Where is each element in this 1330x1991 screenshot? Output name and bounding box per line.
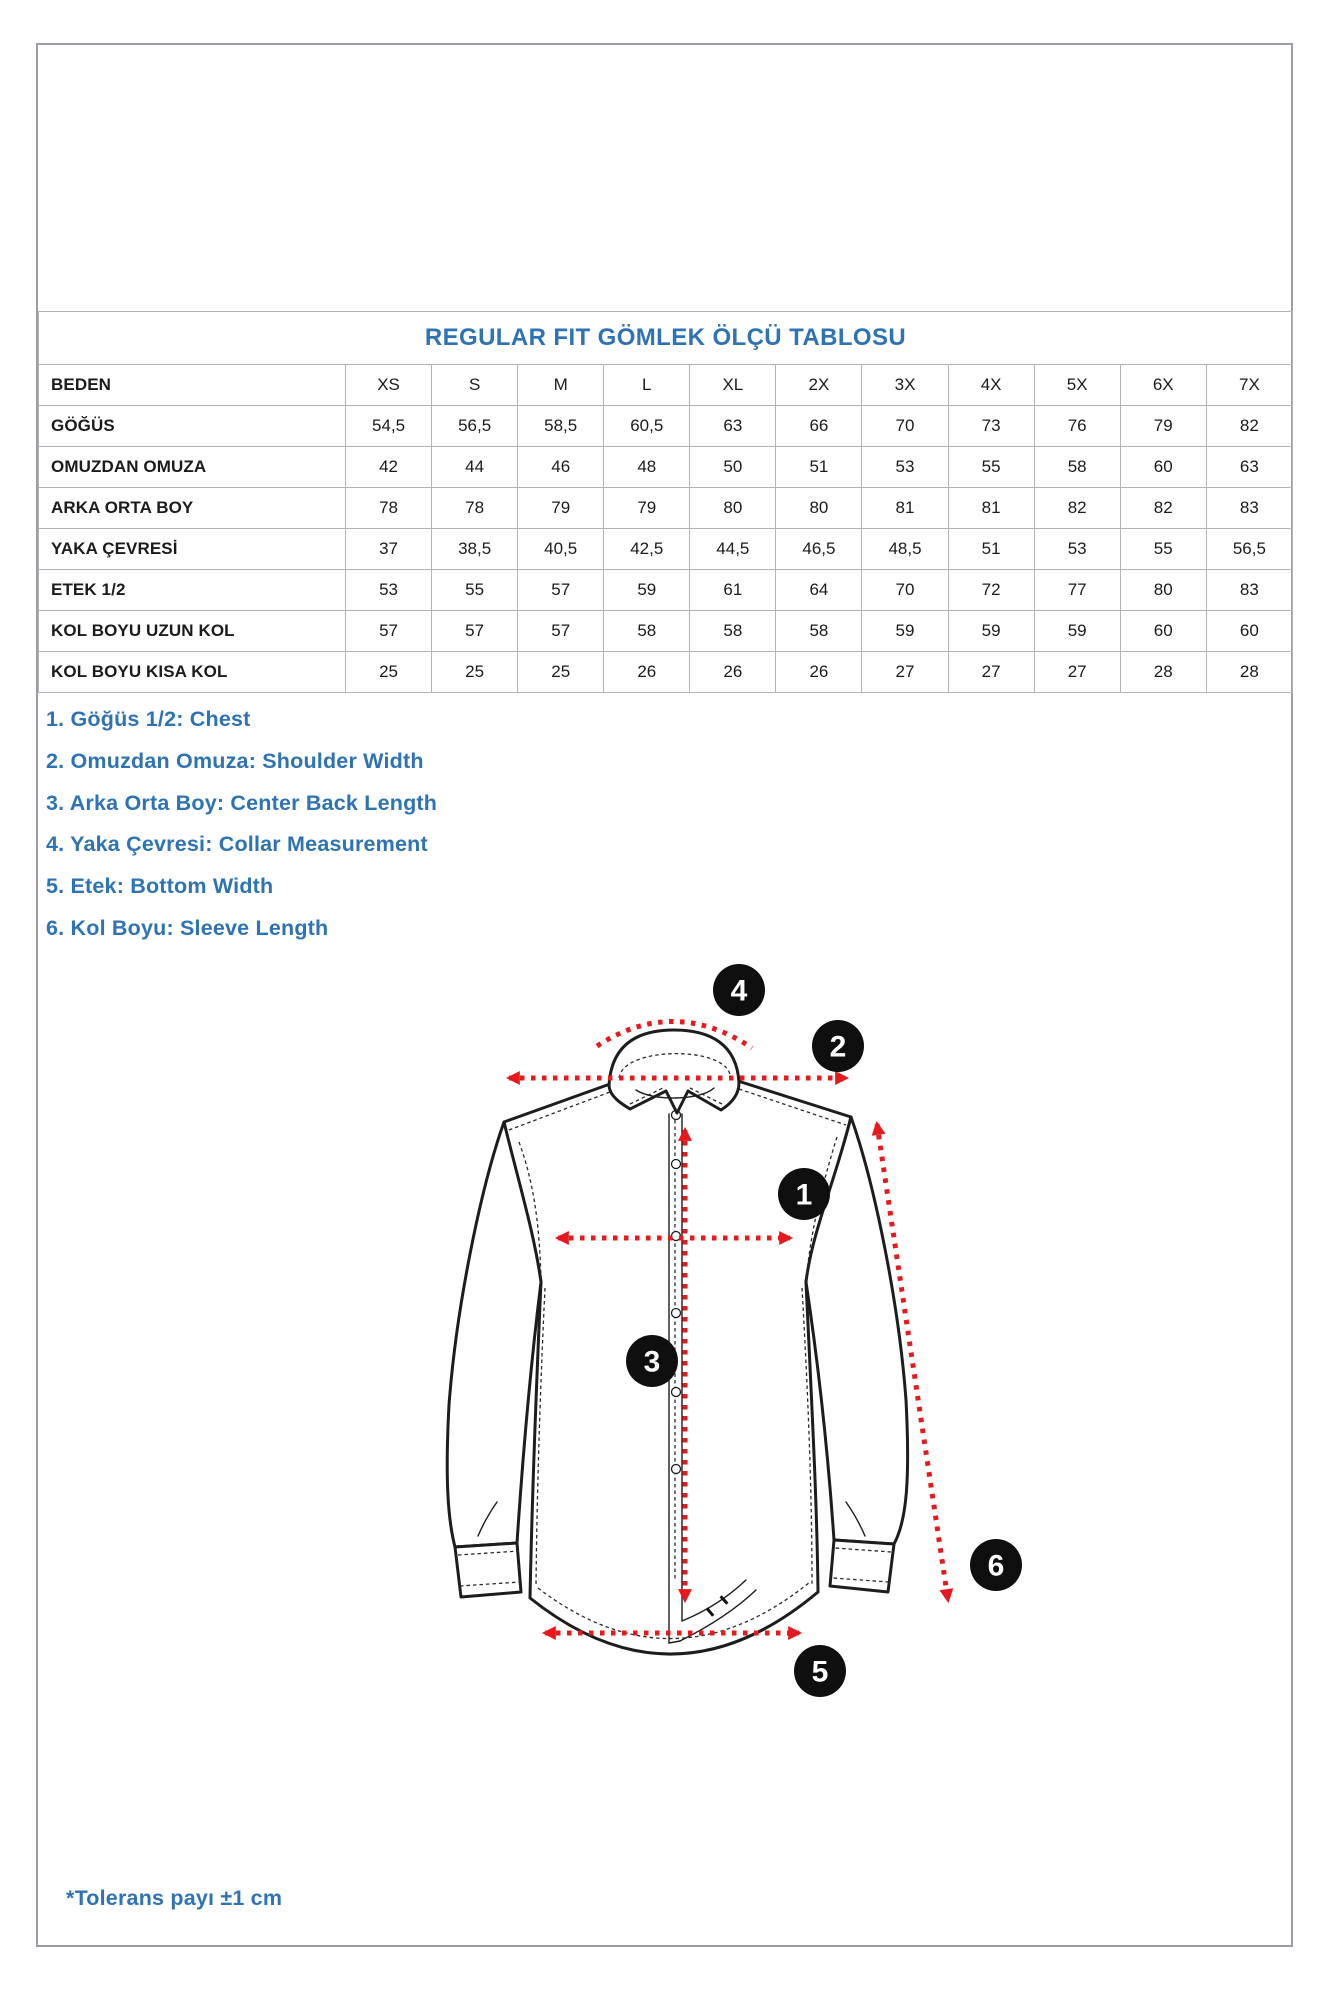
header-size-XL: XL [690,365,776,406]
measurement-badge-3 [626,1335,678,1387]
size-value-cell: 78 [346,488,432,529]
size-value-cell: 25 [432,652,518,693]
measurement-badge-1 [778,1168,830,1220]
size-value-cell: 28 [1120,652,1206,693]
size-value-cell: 81 [948,488,1034,529]
size-value-cell: 79 [518,488,604,529]
size-value-cell: 58 [604,611,690,652]
legend-item-5: 5. Etek: Bottom Width [46,874,274,899]
size-value-cell: 51 [948,529,1034,570]
size-value-cell: 25 [346,652,432,693]
size-value-cell: 79 [604,488,690,529]
svg-text:6: 6 [987,1549,1005,1583]
size-value-cell: 72 [948,570,1034,611]
size-value-cell: 80 [776,488,862,529]
size-value-cell: 79 [1120,406,1206,447]
header-size-2X: 2X [776,365,862,406]
size-value-cell: 54,5 [346,406,432,447]
size-value-cell: 66 [776,406,862,447]
header-beden: BEDEN [39,365,346,406]
measurement-badge-4 [713,964,765,1016]
svg-text:4: 4 [730,974,748,1008]
size-value-cell: 55 [432,570,518,611]
size-value-cell: 59 [604,570,690,611]
size-value-cell: 25 [518,652,604,693]
size-value-cell: 55 [1120,529,1206,570]
size-value-cell: 48 [604,447,690,488]
size-value-cell: 63 [1206,447,1292,488]
size-value-cell: 55 [948,447,1034,488]
table-row [39,611,1293,652]
size-value-cell: 58 [690,611,776,652]
size-value-cell: 56,5 [1206,529,1292,570]
size-value-cell: 60 [1206,611,1292,652]
size-value-cell: 58 [776,611,862,652]
size-value-cell: 60 [1120,611,1206,652]
legend-item-3: 3. Arka Orta Boy: Center Back Length [46,790,438,815]
measurement-badge-6 [970,1539,1022,1591]
legend [46,699,437,950]
size-value-cell: 53 [346,570,432,611]
header-size-XS: XS [346,365,432,406]
table-row [39,652,1293,693]
size-value-cell: 26 [776,652,862,693]
header-size-6X: 6X [1120,365,1206,406]
right-cuff [830,1540,894,1592]
size-value-cell: 27 [948,652,1034,693]
size-value-cell: 82 [1206,406,1292,447]
header-size-5X: 5X [1034,365,1120,406]
svg-text:2: 2 [829,1030,847,1064]
row-label: YAKA ÇEVRESİ [39,529,346,570]
button [672,1465,681,1474]
size-value-cell: 53 [1034,529,1120,570]
table-title-row [39,312,1293,365]
size-value-cell: 70 [862,570,948,611]
size-value-cell: 83 [1206,488,1292,529]
size-value-cell: 59 [1034,611,1120,652]
size-value-cell: 38,5 [432,529,518,570]
size-value-cell: 48,5 [862,529,948,570]
size-value-cell: 57 [432,611,518,652]
size-value-cell: 46,5 [776,529,862,570]
header-size-L: L [604,365,690,406]
measurement-badge-5 [794,1645,846,1697]
size-value-cell: 42,5 [604,529,690,570]
size-value-cell: 57 [346,611,432,652]
size-value-cell: 50 [690,447,776,488]
size-value-cell: 27 [1034,652,1120,693]
table-row [39,488,1293,529]
row-label: ARKA ORTA BOY [39,488,346,529]
size-value-cell: 53 [862,447,948,488]
size-value-cell: 44,5 [690,529,776,570]
size-value-cell: 64 [776,570,862,611]
button [672,1388,681,1397]
legend-item-1: 1. Göğüs 1/2: Chest [46,707,251,731]
size-value-cell: 51 [776,447,862,488]
size-value-cell: 82 [1120,488,1206,529]
svg-text:5: 5 [811,1655,829,1689]
size-value-cell: 57 [518,570,604,611]
svg-text:3: 3 [643,1345,661,1379]
size-value-cell: 57 [518,611,604,652]
size-header-row [39,365,1293,406]
size-value-cell: 56,5 [432,406,518,447]
header-size-S: S [432,365,518,406]
size-value-cell: 28 [1206,652,1292,693]
header-size-3X: 3X [862,365,948,406]
size-value-cell: 83 [1206,570,1292,611]
size-value-cell: 80 [690,488,776,529]
size-value-cell: 26 [604,652,690,693]
size-value-cell: 60,5 [604,406,690,447]
header-size-4X: 4X [948,365,1034,406]
table-row [39,529,1293,570]
size-value-cell: 60 [1120,447,1206,488]
row-label: ETEK 1/2 [39,570,346,611]
size-value-cell: 46 [518,447,604,488]
size-table-body [39,312,1293,693]
size-table-container [38,311,1293,693]
size-value-cell: 44 [432,447,518,488]
row-label: OMUZDAN OMUZA [39,447,346,488]
collar [609,1030,739,1113]
row-label: KOL BOYU KISA KOL [39,652,346,693]
legend-item-6: 6. Kol Boyu: Sleeve Length [46,915,329,940]
size-value-cell: 42 [346,447,432,488]
size-value-cell: 59 [862,611,948,652]
size-value-cell: 61 [690,570,776,611]
size-value-cell: 58 [1034,447,1120,488]
shirt-diagram [320,940,1040,1700]
size-value-cell: 40,5 [518,529,604,570]
tolerance-note: *Tolerans payı ±1 cm [66,1886,283,1910]
size-value-cell: 76 [1034,406,1120,447]
size-table [38,311,1293,693]
legend-item-2: 2. Omuzdan Omuza: Shoulder Width [46,748,424,773]
size-value-cell: 59 [948,611,1034,652]
size-value-cell: 27 [862,652,948,693]
row-label: GÖĞÜS [39,406,346,447]
size-value-cell: 63 [690,406,776,447]
size-value-cell: 81 [862,488,948,529]
table-row [39,570,1293,611]
row-label: KOL BOYU UZUN KOL [39,611,346,652]
measurement-badge-2 [812,1020,864,1072]
size-value-cell: 73 [948,406,1034,447]
size-value-cell: 78 [432,488,518,529]
header-size-M: M [518,365,604,406]
table-row [39,447,1293,488]
table-title: REGULAR FIT GÖMLEK ÖLÇÜ TABLOSU [39,312,1293,365]
size-value-cell: 80 [1120,570,1206,611]
size-value-cell: 26 [690,652,776,693]
size-value-cell: 58,5 [518,406,604,447]
button [672,1160,681,1169]
size-value-cell: 37 [346,529,432,570]
table-row [39,406,1293,447]
size-value-cell: 70 [862,406,948,447]
header-size-7X: 7X [1206,365,1292,406]
size-value-cell: 77 [1034,570,1120,611]
button [672,1309,681,1318]
legend-item-4: 4. Yaka Çevresi: Collar Measurement [46,832,428,857]
size-value-cell: 82 [1034,488,1120,529]
svg-text:1: 1 [795,1178,813,1212]
